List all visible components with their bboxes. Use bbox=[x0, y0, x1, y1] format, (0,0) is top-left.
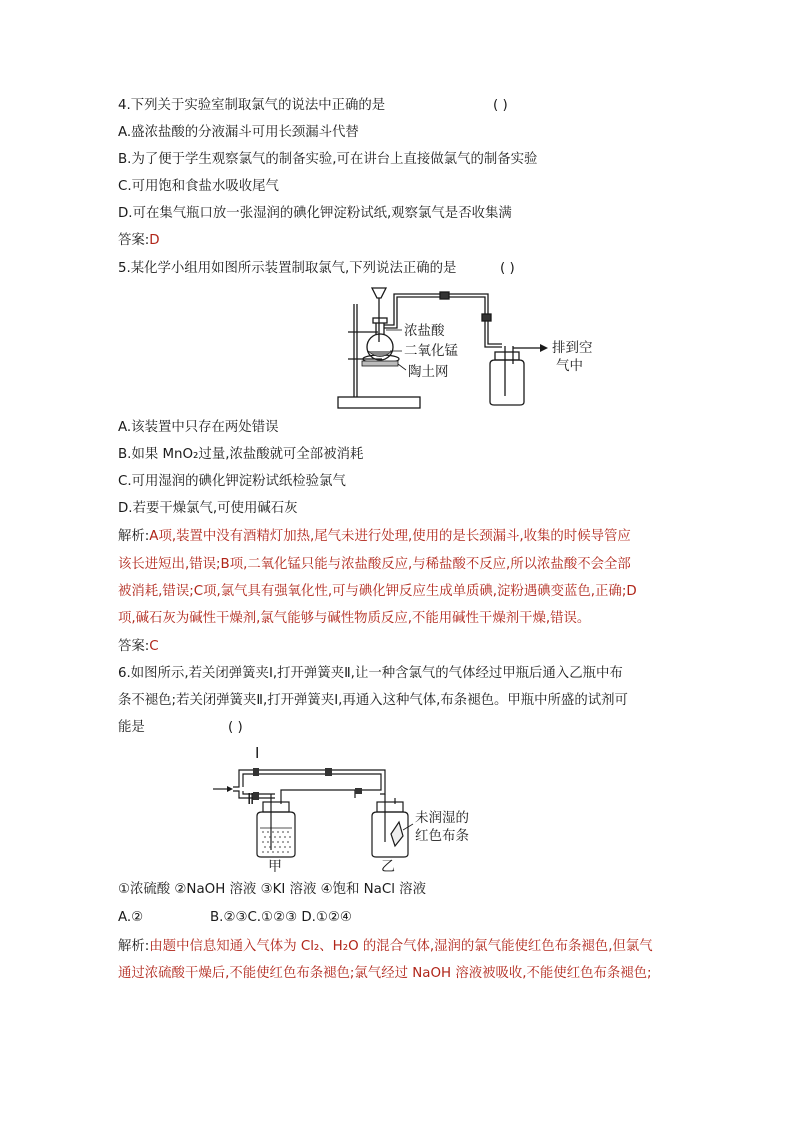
q6-stem-line-3 bbox=[118, 718, 243, 737]
q5-answer: C bbox=[149, 639, 159, 654]
q6-label-cloth-2: 红色布条 bbox=[415, 828, 469, 844]
q5-analysis-text-4: 项,碱石灰为碱性干燥剂,氯气能够与碱性物质反应,不能用碱性干燥剂干燥,错误。 bbox=[118, 611, 591, 626]
q6-stem-line-2: 条不褪色;若关闭弹簧夹Ⅱ,打开弹簧夹Ⅰ,再通入这种气体,布条褪色。甲瓶中所盛的试剂可 bbox=[118, 693, 628, 708]
q4-stem-line bbox=[118, 96, 508, 115]
q6-reagents: ①浓硫酸 ②NaOH 溶液 ③KI 溶液 ④饱和 NaCl 溶液 bbox=[118, 882, 426, 897]
q5-analysis-text-1: A项,装置中没有酒精灯加热,尾气未进行处理,使用的是长颈漏斗,收集的时候导管应 bbox=[149, 529, 631, 544]
q5-label-exhaust-1: 排到空 bbox=[552, 340, 593, 356]
q4-blank: ( ) bbox=[493, 98, 508, 113]
q5-answer-label: 答案: bbox=[118, 639, 150, 654]
q5-label-exhaust-2: 气中 bbox=[556, 358, 583, 374]
q5-analysis-line-1 bbox=[118, 527, 631, 546]
q6-label-clamp-2: Ⅱ bbox=[247, 790, 255, 808]
q6-analysis-line-1 bbox=[118, 937, 653, 956]
q5-apparatus-figure bbox=[330, 284, 600, 414]
q6-apparatus-figure bbox=[205, 742, 505, 872]
q5-option-d: D.若要干燥氯气,可使用碱石灰 bbox=[118, 501, 298, 516]
q6-analysis-text-1: 由题中信息知通入气体为 Cl₂、H₂O 的混合气体,湿润的氯气能使红色布条褪色,但氯气 bbox=[149, 939, 653, 954]
q6-label-clamp-1: Ⅰ bbox=[255, 744, 260, 762]
q5-analysis-label: 解析: bbox=[118, 529, 150, 544]
q5-label-mno2: 二氧化锰 bbox=[404, 343, 458, 359]
q5-label-gauze: 陶土网 bbox=[408, 364, 449, 380]
q5-blank: ( ) bbox=[500, 261, 515, 276]
q5-option-a: A.该装置中只存在两处错误 bbox=[118, 420, 279, 435]
q4-answer-label: 答案: bbox=[118, 233, 150, 248]
q5-option-c: C.可用湿润的碘化钾淀粉试纸检验氯气 bbox=[118, 474, 346, 489]
q6-choices-line bbox=[118, 908, 352, 927]
q5-analysis-text-2: 该长进短出,错误;B项,二氧化锰只能与浓盐酸反应,与稀盐酸不反应,所以浓盐酸不会全部 bbox=[118, 557, 631, 572]
q4-answer: D bbox=[149, 233, 160, 248]
q6-stem-end: 能是 bbox=[118, 720, 145, 735]
q5-answer-line bbox=[118, 637, 159, 656]
q4-stem: 4.下列关于实验室制取氯气的说法中正确的是 bbox=[118, 98, 386, 113]
q6-analysis-text-2: 通过浓硫酸干燥后,不能使红色布条褪色;氯气经过 NaOH 溶液被吸收,不能使红色布条褪色; bbox=[118, 966, 652, 981]
q5-label-conc-hcl: 浓盐酸 bbox=[404, 323, 445, 339]
q6-analysis-label: 解析: bbox=[118, 939, 150, 954]
q6-choice-a: A.② bbox=[118, 910, 144, 925]
q6-label-bottle-jia: 甲 bbox=[268, 859, 282, 872]
q6-choice-b-c-d: B.②③C.①②③ D.①②④ bbox=[210, 910, 352, 925]
q6-stem-line-1: 6.如图所示,若关闭弹簧夹Ⅰ,打开弹簧夹Ⅱ,让一种含氯气的气体经过甲瓶后通入乙瓶中布 bbox=[118, 666, 623, 681]
q5-analysis-text-3: 被消耗,错误;C项,氯气具有强氧化性,可与碘化钾反应生成单质碘,淀粉遇碘变蓝色,正确;D bbox=[118, 584, 637, 599]
q5-stem: 5.某化学小组用如图所示装置制取氯气,下列说法正确的是 bbox=[118, 261, 457, 276]
q5-option-b: B.如果 MnO₂过量,浓盐酸就可全部被消耗 bbox=[118, 447, 364, 462]
q4-option-d: D.可在集气瓶口放一张湿润的碘化钾淀粉试纸,观察氯气是否收集满 bbox=[118, 206, 512, 221]
q6-label-bottle-yi: 乙 bbox=[381, 859, 395, 872]
q4-option-c: C.可用饱和食盐水吸收尾气 bbox=[118, 179, 279, 194]
q4-answer-line bbox=[118, 231, 160, 250]
q6-label-cloth-1: 未润湿的 bbox=[415, 810, 469, 826]
q5-stem-line bbox=[118, 259, 515, 278]
q6-blank: ( ) bbox=[228, 720, 243, 735]
q4-option-a: A.盛浓盐酸的分液漏斗可用长颈漏斗代替 bbox=[118, 125, 359, 140]
q4-option-b: B.为了便于学生观察氯气的制备实验,可在讲台上直接做氯气的制备实验 bbox=[118, 152, 538, 167]
